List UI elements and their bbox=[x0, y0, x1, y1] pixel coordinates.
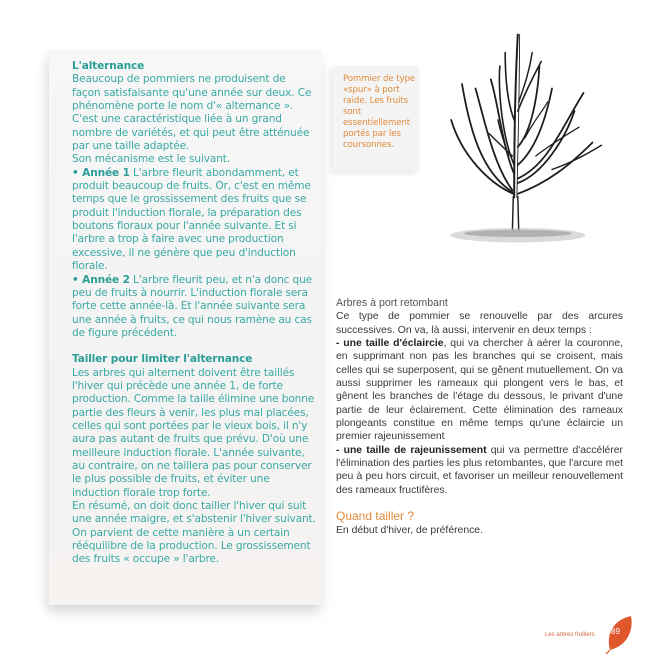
page-number: 89 bbox=[611, 627, 620, 636]
item-rajeunissement-text: qui va permettre d'accélérer l'élimination des parties les plus retombantes, que l'arcure met peu à peu hors circuit, et favoriser un meilleur renouvellement des rameaux fructifères. bbox=[336, 444, 623, 496]
retombant-intro: Ce type de pommier se renouvelle par des arcures successives. On va, là aussi, intervenir en deux temps : bbox=[336, 311, 623, 336]
year2-label: • Année 2 bbox=[72, 273, 130, 286]
when-title: Quand tailler ? bbox=[336, 509, 415, 524]
section2-paragraph-2: En résumé, on doit donc tailler l'hiver qui suit une année maigre, et s'abstenir l'hiver suivant. On parvient de cette manière à un certain rééquilibre de la production. Le grossissement des fruits « occupe » l'arbre. bbox=[72, 500, 316, 566]
item-rajeunissement-label: - une taille de rajeunissement bbox=[336, 444, 487, 456]
item-eclaircie bbox=[336, 337, 623, 444]
footer-book-title: Les arbres fruitiers bbox=[545, 632, 595, 638]
caption-text: Pommier de type «spur» à port raide. Les fruits sont essentiellement portés par les coursonnes. bbox=[343, 74, 415, 150]
alternance-intro: Beaucoup de pommiers ne produisent de façon satisfaisante qu'une année sur deux. Ce phénomène porte le nom d'« alternance ». C'est une caractéristique liée à un grand nombre de variétés, et qui peut être atténuée par une taille adaptée. bbox=[72, 73, 312, 153]
alternance-text-block bbox=[72, 60, 317, 567]
tree-illustration bbox=[430, 30, 620, 255]
item-eclaircie-text: , qui va chercher à aérer la couronne, en supprimant non pas les branches qui se croisent, mais celles qui se superposent, qui se gênent mutuellement. On va aussi supprimer les rameaux qui plongent vers le bas, et gênent les branches de l'étage du dessous, le privant d'une partie de leur éclairement. Cette élimination des rameaux plongeants constitue en même temps qu'une éclaircie un premier rajeunissement bbox=[336, 338, 623, 443]
when-text: En début d'hiver, de préférence. bbox=[336, 525, 483, 537]
year1-text: L'arbre fleurit abondamment, et produit beaucoup de fruits. Or, c'est en même temps que le grossissement des fruits que se produit l'induction florale, la préparation des boutons floraux pour l'année suivante. Et si l'arbre a trop à faire avec une production excessive, il ne génère que peu d'induction florale. bbox=[72, 166, 311, 273]
alternance-mechanism: Son mécanisme est le suivant. bbox=[72, 153, 231, 166]
year1-label: • Année 1 bbox=[72, 166, 130, 179]
section2-title: Tailler pour limiter l'alternance bbox=[72, 353, 253, 366]
item-rajeunissement bbox=[336, 444, 623, 497]
section2-paragraph-1: Les arbres qui alternent doivent être taillés l'hiver qui précède une année 1, de forte production. Comme la taille élimine une bonne partie des fleurs à venir, les plus mal placées, celles qui sont portées par le vieux bois, il n'y aura pas autant de fruits que prévu. D'où une meilleure induction florale. L'année suivante, au contraire, on ne taillera pas pour conserver le plus possible de fruits, et éviter une induction florale trop forte. bbox=[72, 366, 315, 499]
alternance-title: L'alternance bbox=[72, 60, 145, 72]
item-eclaircie-label: - une taille d'éclaircie bbox=[336, 338, 444, 350]
right-column-text bbox=[336, 297, 623, 538]
year2-paragraph bbox=[72, 274, 317, 341]
year1-paragraph bbox=[72, 167, 317, 274]
retombant-subhead: Arbres à port retombant bbox=[336, 297, 448, 309]
year2-text: L'arbre fleurit peu, et n'a donc que peu de fruits à nourrir. L'induction florale sera forte cette année-là. Et l'année suivante sera une année à fruits, ce qui nous ramène au cas de figure précédent. bbox=[72, 273, 313, 339]
